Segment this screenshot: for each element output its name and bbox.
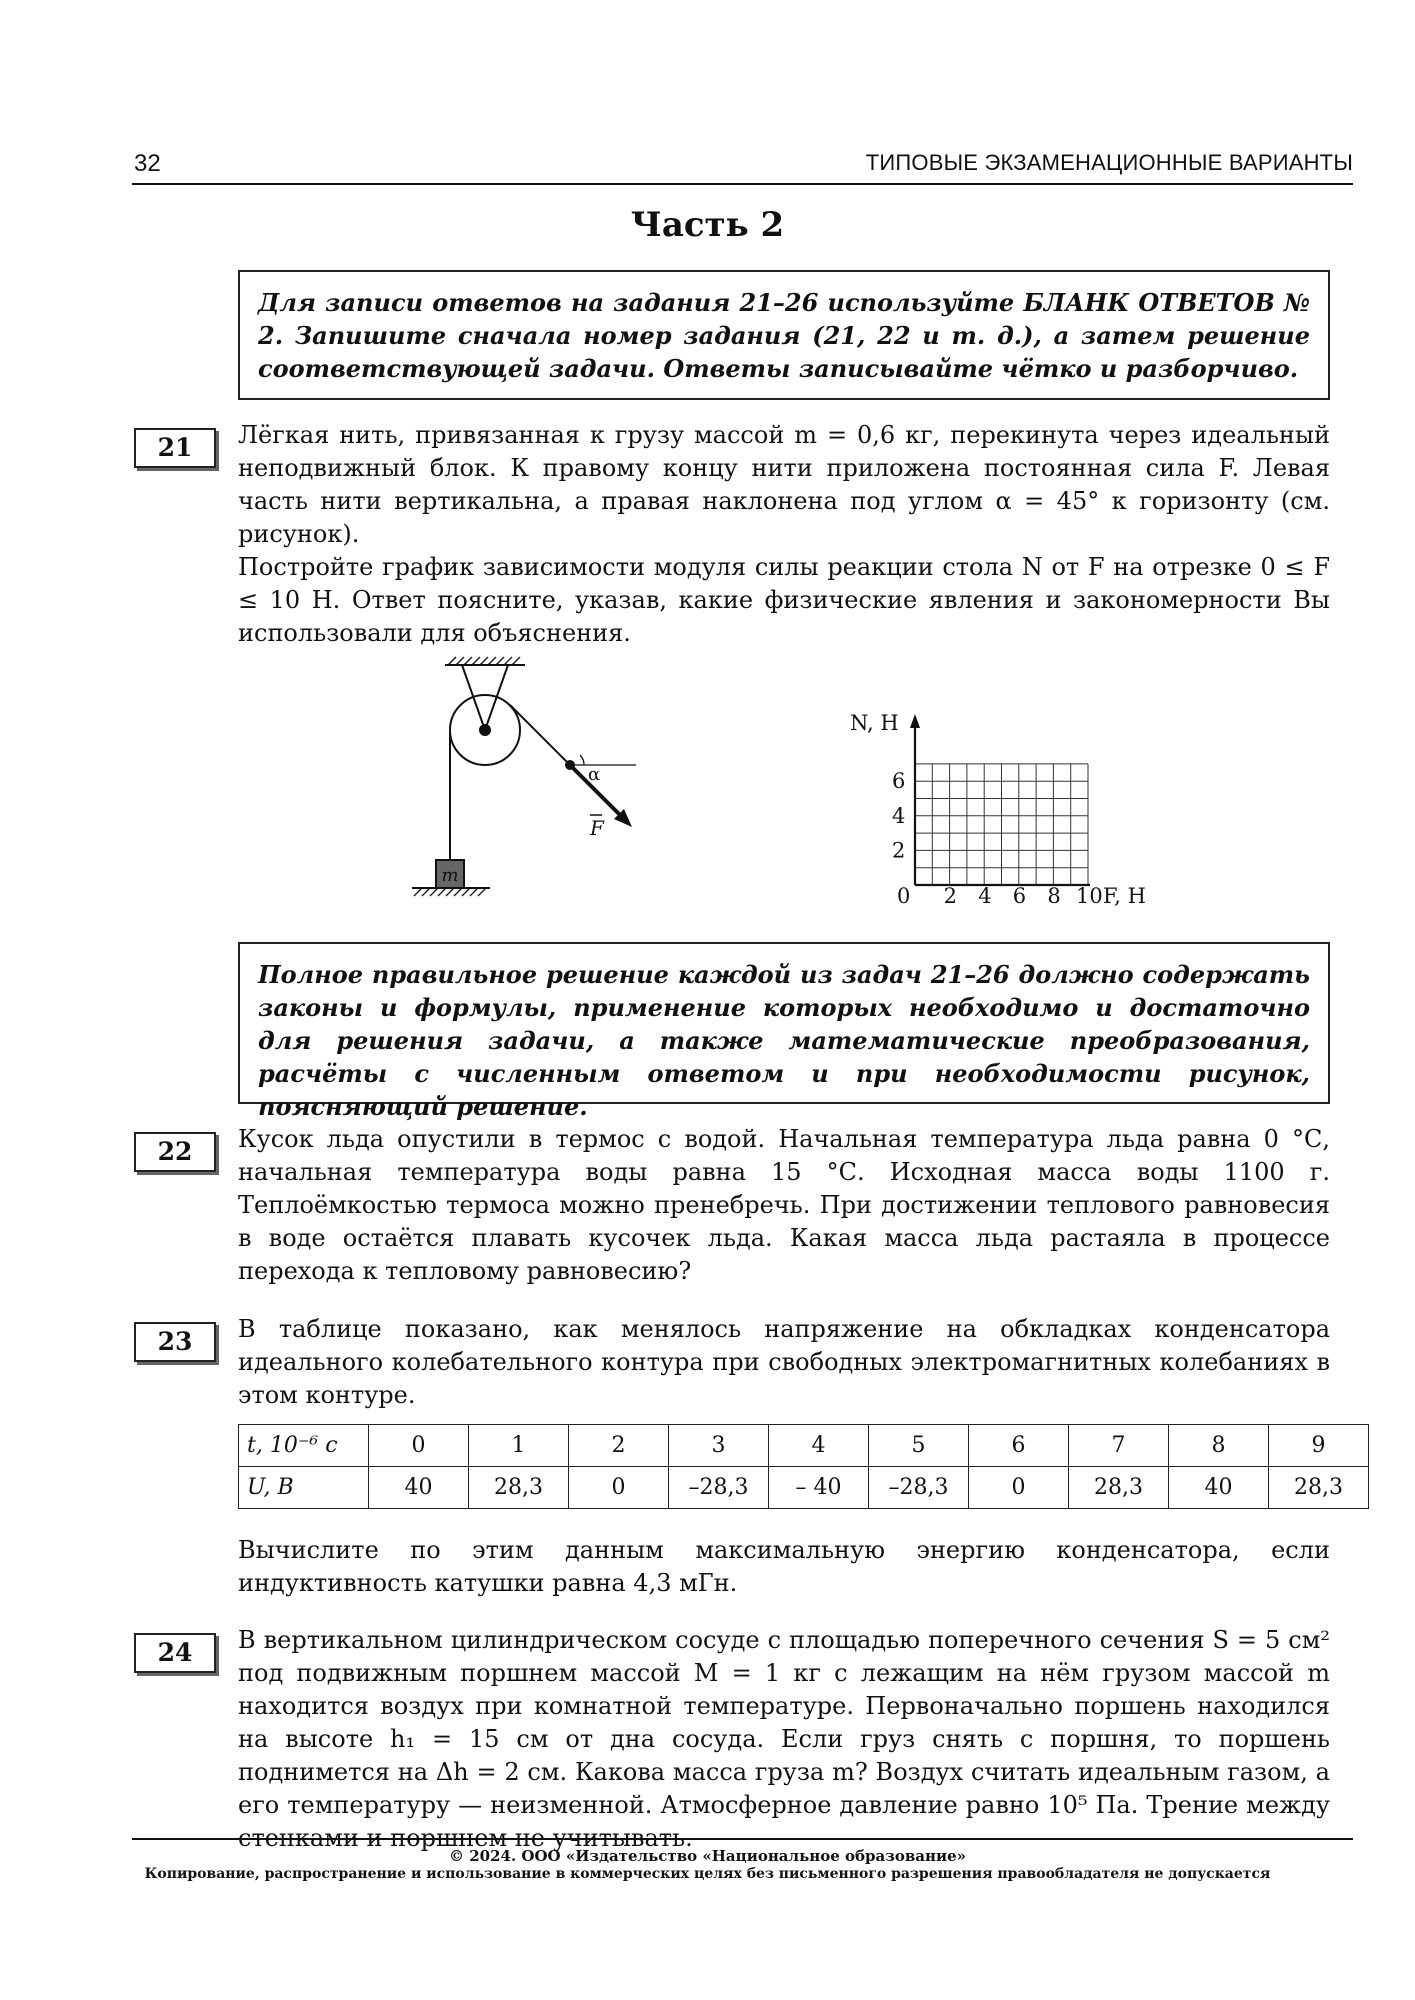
force-point	[565, 760, 575, 770]
x-tick-label: 4	[978, 884, 992, 908]
answers-notice-box: Для записи ответов на задания 21–26 используйте БЛАНК ОТВЕТОВ № 2. Запишите сначала номер задания (21, 22 и т. д.), а затем решение соответствующей задачи. Ответы записывайте чётко и разборчиво.	[238, 270, 1330, 400]
pulley-axle	[479, 724, 491, 736]
part-title: Часть 2	[630, 205, 785, 245]
x-axis-label: F, Н	[1103, 884, 1146, 908]
task-21-text	[238, 419, 1330, 650]
origin-label: 0	[897, 884, 911, 908]
header-divider	[132, 183, 1353, 185]
footer-notice: Копирование, распространение и использование в коммерческих целях без письменного разрешения правообладателя не допускается	[144, 1866, 1271, 1882]
table-header-voltage: U, В	[239, 1467, 369, 1509]
voltage-cell: –28,3	[669, 1467, 769, 1509]
footer-divider	[132, 1838, 1353, 1840]
voltage-cell: 28,3	[469, 1467, 569, 1509]
voltage-table	[238, 1424, 1369, 1509]
mass-label: m	[441, 865, 459, 886]
time-cell: 3	[669, 1425, 769, 1467]
time-cell: 5	[869, 1425, 969, 1467]
table-row-time	[239, 1425, 1369, 1467]
table-row-voltage	[239, 1467, 1369, 1509]
graph-grid	[915, 764, 1088, 885]
task-21-para2: Постройте график зависимости модуля силы реакции стола N от F на отрезке 0 ≤ F ≤ 10 Н. Ответ поясните, указав, какие физические явления и закономерности Вы использовали для объяснения.	[238, 553, 1330, 647]
task-21-para1: Лёгкая нить, привязанная к грузу массой m = 0,6 кг, перекинута через идеальный неподвижный блок. К правому концу нити приложена постоянная сила F. Левая часть нити вертикальна, а правая наклонена под углом α = 45° к горизонту (см. рисунок).	[238, 421, 1330, 548]
page-number: 32	[134, 150, 161, 177]
table-hatch	[414, 888, 486, 896]
footer-copyright: © 2024. ООО «Издательство «Национальное образование»	[449, 1847, 966, 1865]
table-header-time: t, 10⁻⁶ с	[239, 1425, 369, 1467]
voltage-cell: 28,3	[1269, 1467, 1369, 1509]
voltage-table-wrap	[238, 1424, 1369, 1509]
time-cell: 0	[369, 1425, 469, 1467]
solution-notice-box: Полное правильное решение каждой из задач 21–26 должно содержать законы и формулы, применение которых необходимо и достаточно для решения задачи, а также математические преобразования, расчёты с численным ответом и при необходимости рисунок, поясняющий решение.	[238, 942, 1330, 1104]
voltage-cell: – 40	[769, 1467, 869, 1509]
time-cell: 2	[569, 1425, 669, 1467]
voltage-cell: 40	[1169, 1467, 1269, 1509]
voltage-cell: 28,3	[1069, 1467, 1169, 1509]
pulley-figure	[400, 655, 660, 905]
time-cell: 8	[1169, 1425, 1269, 1467]
y-tick-label: 6	[892, 769, 906, 794]
x-tick-label: 8	[1047, 884, 1061, 908]
task-24-number: 24	[134, 1633, 216, 1673]
voltage-cell: –28,3	[869, 1467, 969, 1509]
x-tick-label: 10	[1076, 884, 1103, 908]
y-tick-label: 2	[892, 838, 906, 863]
force-label: F	[590, 816, 604, 840]
task-21-number: 21	[134, 428, 216, 468]
time-cell: 9	[1269, 1425, 1369, 1467]
y-axis-arrowhead	[910, 714, 920, 728]
task-22-text: Кусок льда опустили в термос с водой. Начальная температура льда равна 0 °С, начальная температура воды равна 15 °С. Исходная масса воды 1100 г. Теплоёмкостью термоса можно пренебречь. При достижении теплового равновесия в воде остаётся плавать кусочек льда. Какая масса льда растаяла в процессе перехода к тепловому равновесию?	[238, 1125, 1330, 1285]
time-cell: 1	[469, 1425, 569, 1467]
y-axis-label: N, Н	[850, 711, 899, 735]
time-cell: 4	[769, 1425, 869, 1467]
task-22-number: 22	[134, 1132, 216, 1172]
y-tick-label: 4	[892, 803, 906, 828]
voltage-cell: 0	[569, 1467, 669, 1509]
angle-arc	[580, 755, 584, 765]
angle-label: α	[588, 764, 601, 785]
task-23-intro: В таблице показано, как менялось напряжение на обкладках конденсатора идеального колебательного контура при свободных электромагнитных колебаниях в этом контуре.	[238, 1315, 1330, 1409]
task-23-question: Вычислите по этим данным максимальную энергию конденсатора, если индуктивность катушки равна 4,3 мГн.	[238, 1536, 1330, 1597]
time-cell: 6	[969, 1425, 1069, 1467]
x-tick-label: 6	[1012, 884, 1027, 908]
graph-figure	[840, 700, 1180, 910]
task-24-text: В вертикальном цилиндрическом сосуде с площадью поперечного сечения S = 5 см² под подвижным поршнем массой M = 1 кг с лежащим на нём грузом массой m находится воздух при комнатной температуре. Первоначально поршень находился на высоте h₁ = 15 см от дна сосуда. Если груз снять с поршня, то поршень поднимется на Δh = 2 см. Какова масса груза m? Воздух считать идеальным газом, а его температуру — неизменной. Атмосферное давление равно 10⁵ Па. Трение между стенками и поршнем не учитывать.	[238, 1626, 1330, 1852]
voltage-cell: 0	[969, 1467, 1069, 1509]
ceiling-hatch	[448, 657, 520, 665]
graph-axes	[915, 725, 1090, 885]
voltage-cell: 40	[369, 1467, 469, 1509]
time-cell: 7	[1069, 1425, 1169, 1467]
running-title: ТИПОВЫЕ ЭКЗАМЕНАЦИОННЫЕ ВАРИАНТЫ	[865, 150, 1353, 175]
x-tick-label: 2	[943, 884, 957, 908]
task-23-number: 23	[134, 1322, 216, 1362]
